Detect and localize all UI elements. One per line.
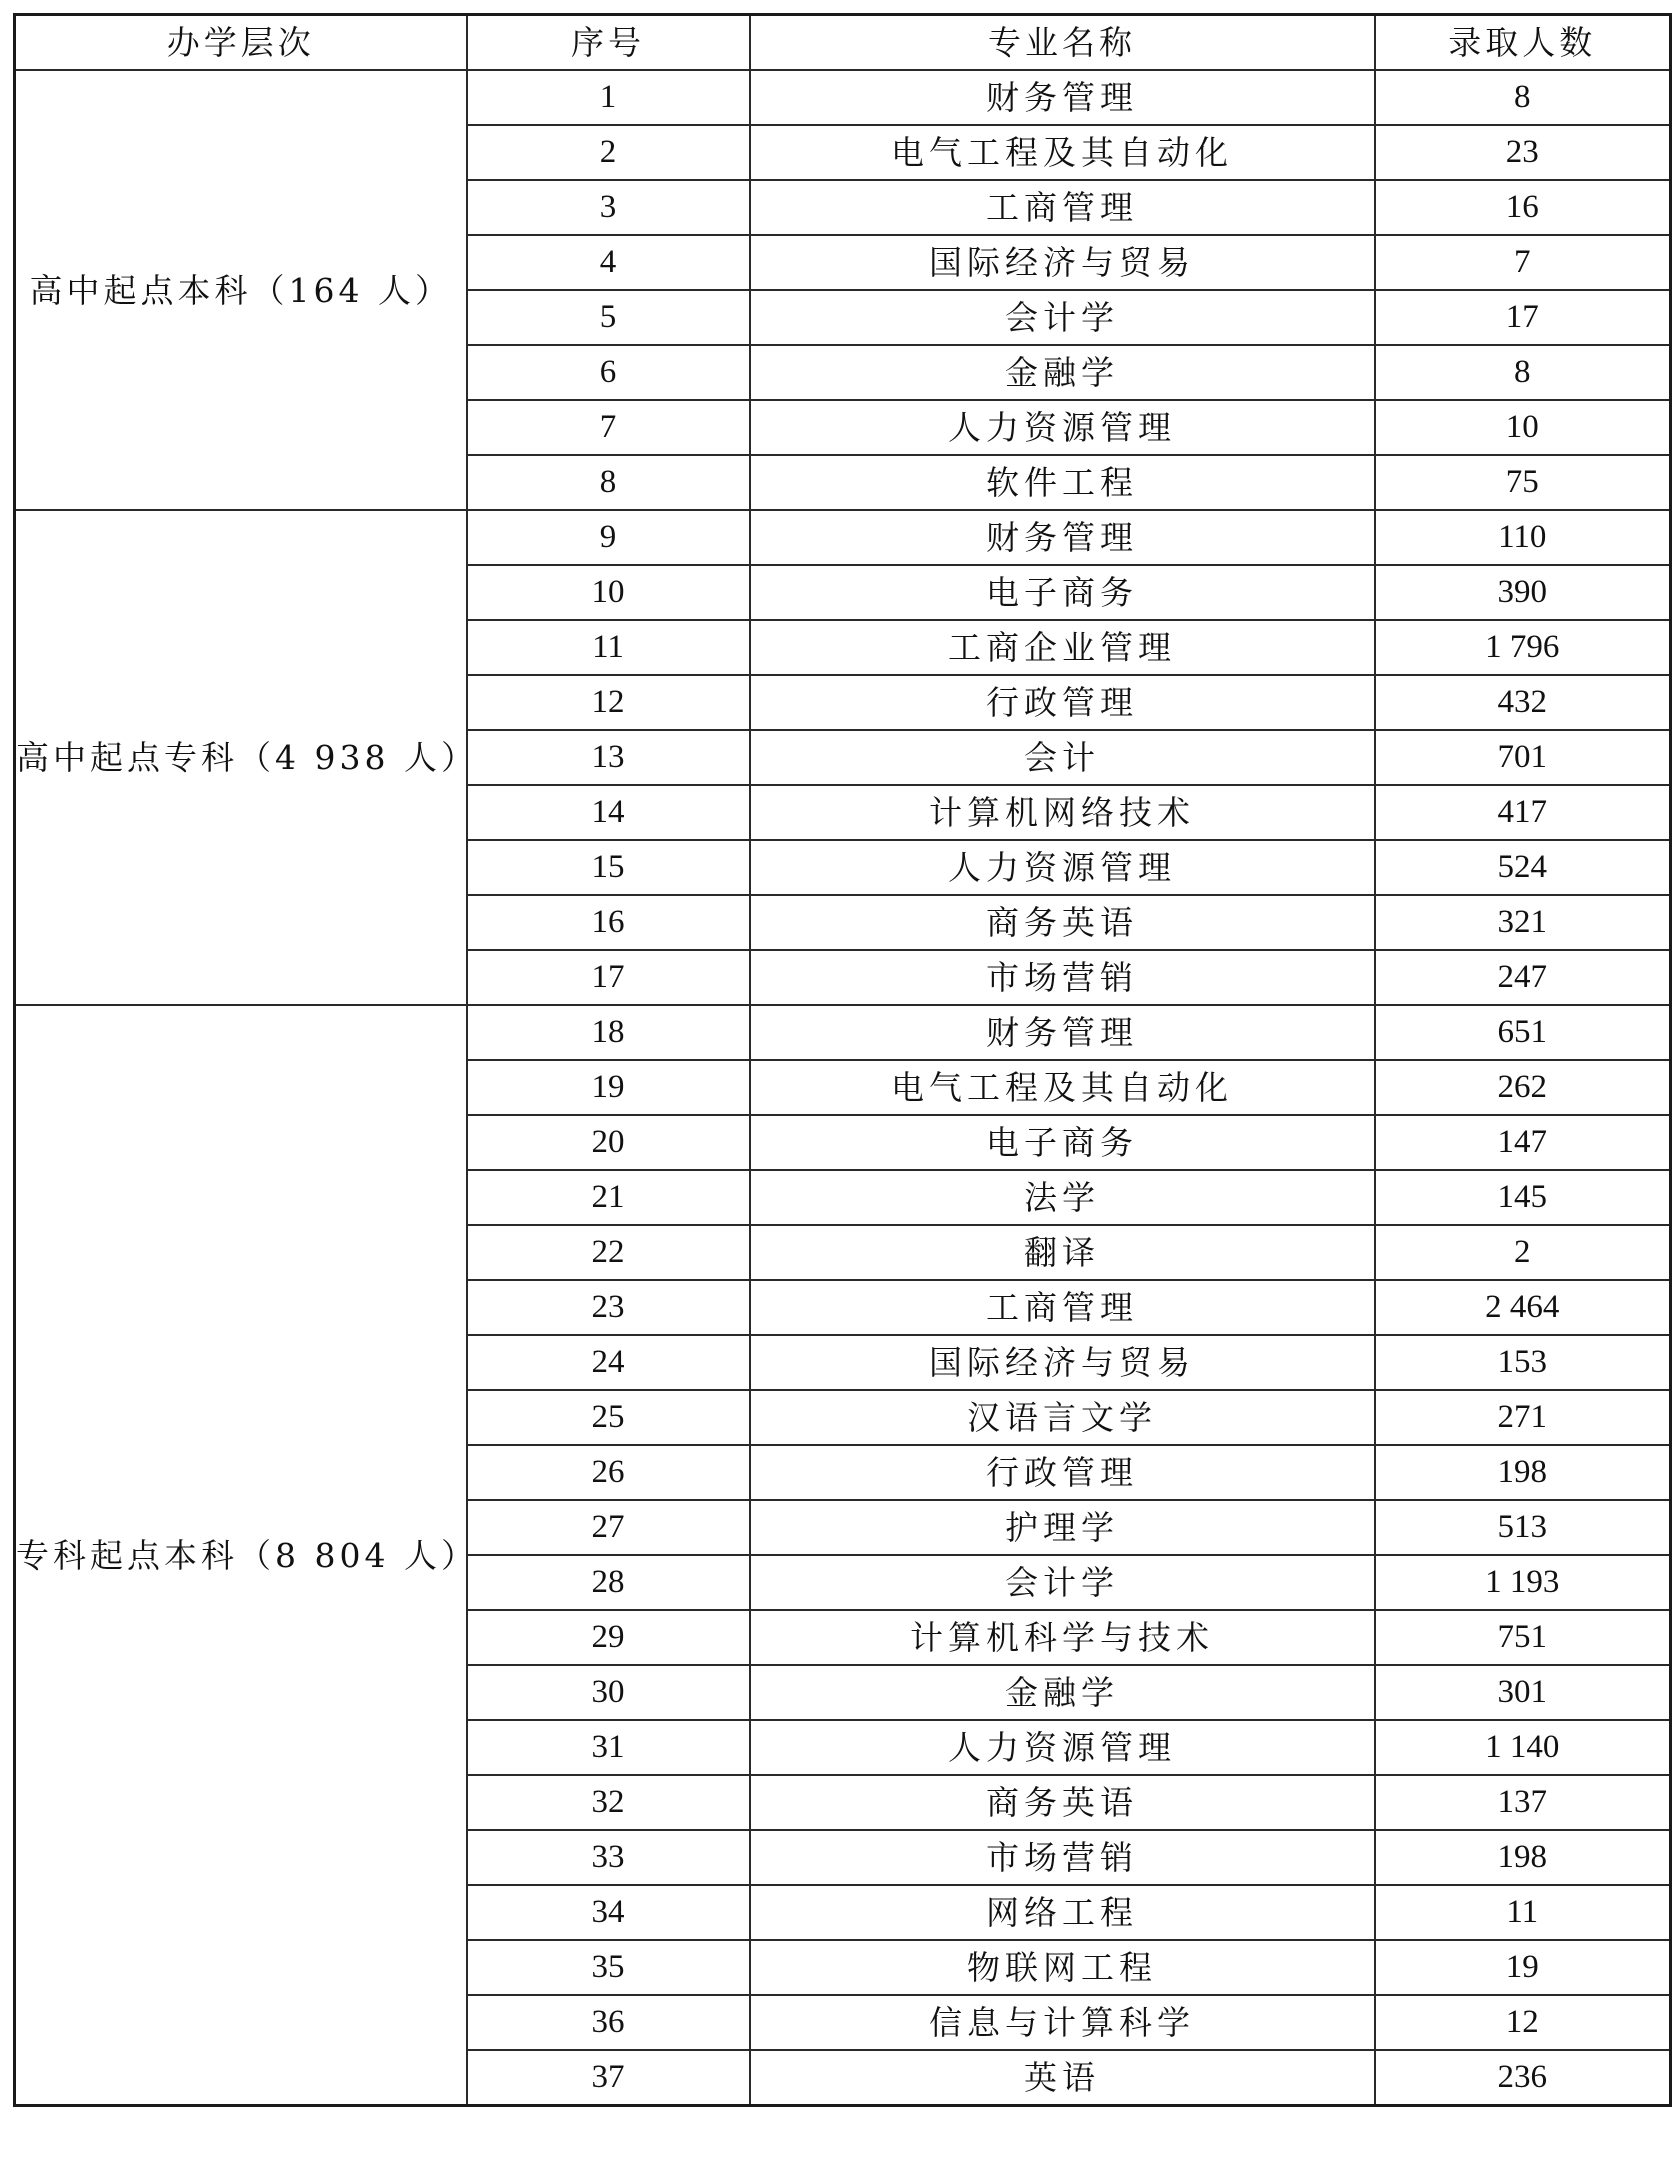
serial-number-cell: 9: [467, 510, 750, 565]
admission-count-cell: 1 140: [1375, 1720, 1671, 1775]
serial-number-cell: 20: [467, 1115, 750, 1170]
admission-count-cell: 75: [1375, 455, 1671, 510]
major-name-cell: 法学: [750, 1170, 1375, 1225]
serial-number-cell: 28: [467, 1555, 750, 1610]
serial-number-cell: 29: [467, 1610, 750, 1665]
table-row: [15, 70, 1671, 125]
serial-number-cell: 11: [467, 620, 750, 675]
admission-count-cell: 390: [1375, 565, 1671, 620]
serial-number-cell: 18: [467, 1005, 750, 1060]
serial-number-cell: 14: [467, 785, 750, 840]
serial-number-cell: 15: [467, 840, 750, 895]
table-body: [15, 70, 1671, 2106]
serial-number-cell: 10: [467, 565, 750, 620]
serial-number-cell: 36: [467, 1995, 750, 2050]
table-header-row: [15, 15, 1671, 71]
admission-count-cell: 262: [1375, 1060, 1671, 1115]
major-name-cell: 电子商务: [750, 565, 1375, 620]
major-name-cell: 国际经济与贸易: [750, 235, 1375, 290]
admission-count-cell: 236: [1375, 2050, 1671, 2106]
major-name-cell: 财务管理: [750, 510, 1375, 565]
admission-count-cell: 198: [1375, 1445, 1671, 1500]
level-cell: 高中起点专科（4 938 人）: [15, 510, 467, 1005]
admission-count-cell: 17: [1375, 290, 1671, 345]
serial-number-cell: 4: [467, 235, 750, 290]
major-name-cell: 市场营销: [750, 950, 1375, 1005]
admission-count-cell: 701: [1375, 730, 1671, 785]
admission-count-cell: 524: [1375, 840, 1671, 895]
header-major: 专业名称: [750, 15, 1375, 71]
serial-number-cell: 12: [467, 675, 750, 730]
major-name-cell: 电子商务: [750, 1115, 1375, 1170]
serial-number-cell: 23: [467, 1280, 750, 1335]
table-row: [15, 1005, 1671, 1060]
admission-count-cell: 137: [1375, 1775, 1671, 1830]
serial-number-cell: 5: [467, 290, 750, 345]
major-name-cell: 行政管理: [750, 1445, 1375, 1500]
serial-number-cell: 6: [467, 345, 750, 400]
admission-count-cell: 751: [1375, 1610, 1671, 1665]
admission-count-cell: 110: [1375, 510, 1671, 565]
major-name-cell: 物联网工程: [750, 1940, 1375, 1995]
admission-count-cell: 1 193: [1375, 1555, 1671, 1610]
major-name-cell: 电气工程及其自动化: [750, 125, 1375, 180]
serial-number-cell: 3: [467, 180, 750, 235]
serial-number-cell: 32: [467, 1775, 750, 1830]
major-name-cell: 工商管理: [750, 180, 1375, 235]
admission-count-cell: 19: [1375, 1940, 1671, 1995]
serial-number-cell: 8: [467, 455, 750, 510]
major-name-cell: 护理学: [750, 1500, 1375, 1555]
serial-number-cell: 25: [467, 1390, 750, 1445]
admission-count-cell: 153: [1375, 1335, 1671, 1390]
major-name-cell: 会计: [750, 730, 1375, 785]
admission-count-cell: 8: [1375, 345, 1671, 400]
admission-count-cell: 8: [1375, 70, 1671, 125]
serial-number-cell: 21: [467, 1170, 750, 1225]
admission-count-cell: 271: [1375, 1390, 1671, 1445]
header-level: 办学层次: [15, 15, 467, 71]
admission-count-cell: 12: [1375, 1995, 1671, 2050]
admission-count-cell: 651: [1375, 1005, 1671, 1060]
serial-number-cell: 27: [467, 1500, 750, 1555]
admission-table: [13, 13, 1672, 2107]
major-name-cell: 国际经济与贸易: [750, 1335, 1375, 1390]
admission-count-cell: 2: [1375, 1225, 1671, 1280]
admission-count-cell: 23: [1375, 125, 1671, 180]
serial-number-cell: 33: [467, 1830, 750, 1885]
major-name-cell: 工商企业管理: [750, 620, 1375, 675]
major-name-cell: 汉语言文学: [750, 1390, 1375, 1445]
major-name-cell: 人力资源管理: [750, 840, 1375, 895]
admission-count-cell: 145: [1375, 1170, 1671, 1225]
major-name-cell: 电气工程及其自动化: [750, 1060, 1375, 1115]
major-name-cell: 财务管理: [750, 1005, 1375, 1060]
admission-count-cell: 198: [1375, 1830, 1671, 1885]
admission-count-cell: 432: [1375, 675, 1671, 730]
serial-number-cell: 31: [467, 1720, 750, 1775]
serial-number-cell: 35: [467, 1940, 750, 1995]
header-count: 录取人数: [1375, 15, 1671, 71]
major-name-cell: 财务管理: [750, 70, 1375, 125]
major-name-cell: 软件工程: [750, 455, 1375, 510]
major-name-cell: 人力资源管理: [750, 400, 1375, 455]
major-name-cell: 会计学: [750, 1555, 1375, 1610]
serial-number-cell: 22: [467, 1225, 750, 1280]
admission-count-cell: 7: [1375, 235, 1671, 290]
admission-count-cell: 247: [1375, 950, 1671, 1005]
admission-count-cell: 2 464: [1375, 1280, 1671, 1335]
major-name-cell: 计算机科学与技术: [750, 1610, 1375, 1665]
admission-count-cell: 11: [1375, 1885, 1671, 1940]
level-cell: 专科起点本科（8 804 人）: [15, 1005, 467, 2106]
serial-number-cell: 19: [467, 1060, 750, 1115]
major-name-cell: 金融学: [750, 345, 1375, 400]
serial-number-cell: 2: [467, 125, 750, 180]
major-name-cell: 商务英语: [750, 895, 1375, 950]
major-name-cell: 网络工程: [750, 1885, 1375, 1940]
major-name-cell: 市场营销: [750, 1830, 1375, 1885]
serial-number-cell: 16: [467, 895, 750, 950]
major-name-cell: 英语: [750, 2050, 1375, 2106]
serial-number-cell: 17: [467, 950, 750, 1005]
major-name-cell: 工商管理: [750, 1280, 1375, 1335]
major-name-cell: 商务英语: [750, 1775, 1375, 1830]
serial-number-cell: 37: [467, 2050, 750, 2106]
table-row: [15, 510, 1671, 565]
header-no: 序号: [467, 15, 750, 71]
major-name-cell: 信息与计算科学: [750, 1995, 1375, 2050]
serial-number-cell: 30: [467, 1665, 750, 1720]
major-name-cell: 翻译: [750, 1225, 1375, 1280]
major-name-cell: 计算机网络技术: [750, 785, 1375, 840]
serial-number-cell: 26: [467, 1445, 750, 1500]
admission-count-cell: 321: [1375, 895, 1671, 950]
serial-number-cell: 1: [467, 70, 750, 125]
serial-number-cell: 24: [467, 1335, 750, 1390]
admission-count-cell: 417: [1375, 785, 1671, 840]
admission-count-cell: 10: [1375, 400, 1671, 455]
major-name-cell: 行政管理: [750, 675, 1375, 730]
level-cell: 高中起点本科（164 人）: [15, 70, 467, 510]
admission-count-cell: 513: [1375, 1500, 1671, 1555]
major-name-cell: 会计学: [750, 290, 1375, 345]
serial-number-cell: 34: [467, 1885, 750, 1940]
admission-count-cell: 301: [1375, 1665, 1671, 1720]
major-name-cell: 人力资源管理: [750, 1720, 1375, 1775]
serial-number-cell: 13: [467, 730, 750, 785]
major-name-cell: 金融学: [750, 1665, 1375, 1720]
admission-count-cell: 147: [1375, 1115, 1671, 1170]
admission-count-cell: 16: [1375, 180, 1671, 235]
admission-count-cell: 1 796: [1375, 620, 1671, 675]
serial-number-cell: 7: [467, 400, 750, 455]
